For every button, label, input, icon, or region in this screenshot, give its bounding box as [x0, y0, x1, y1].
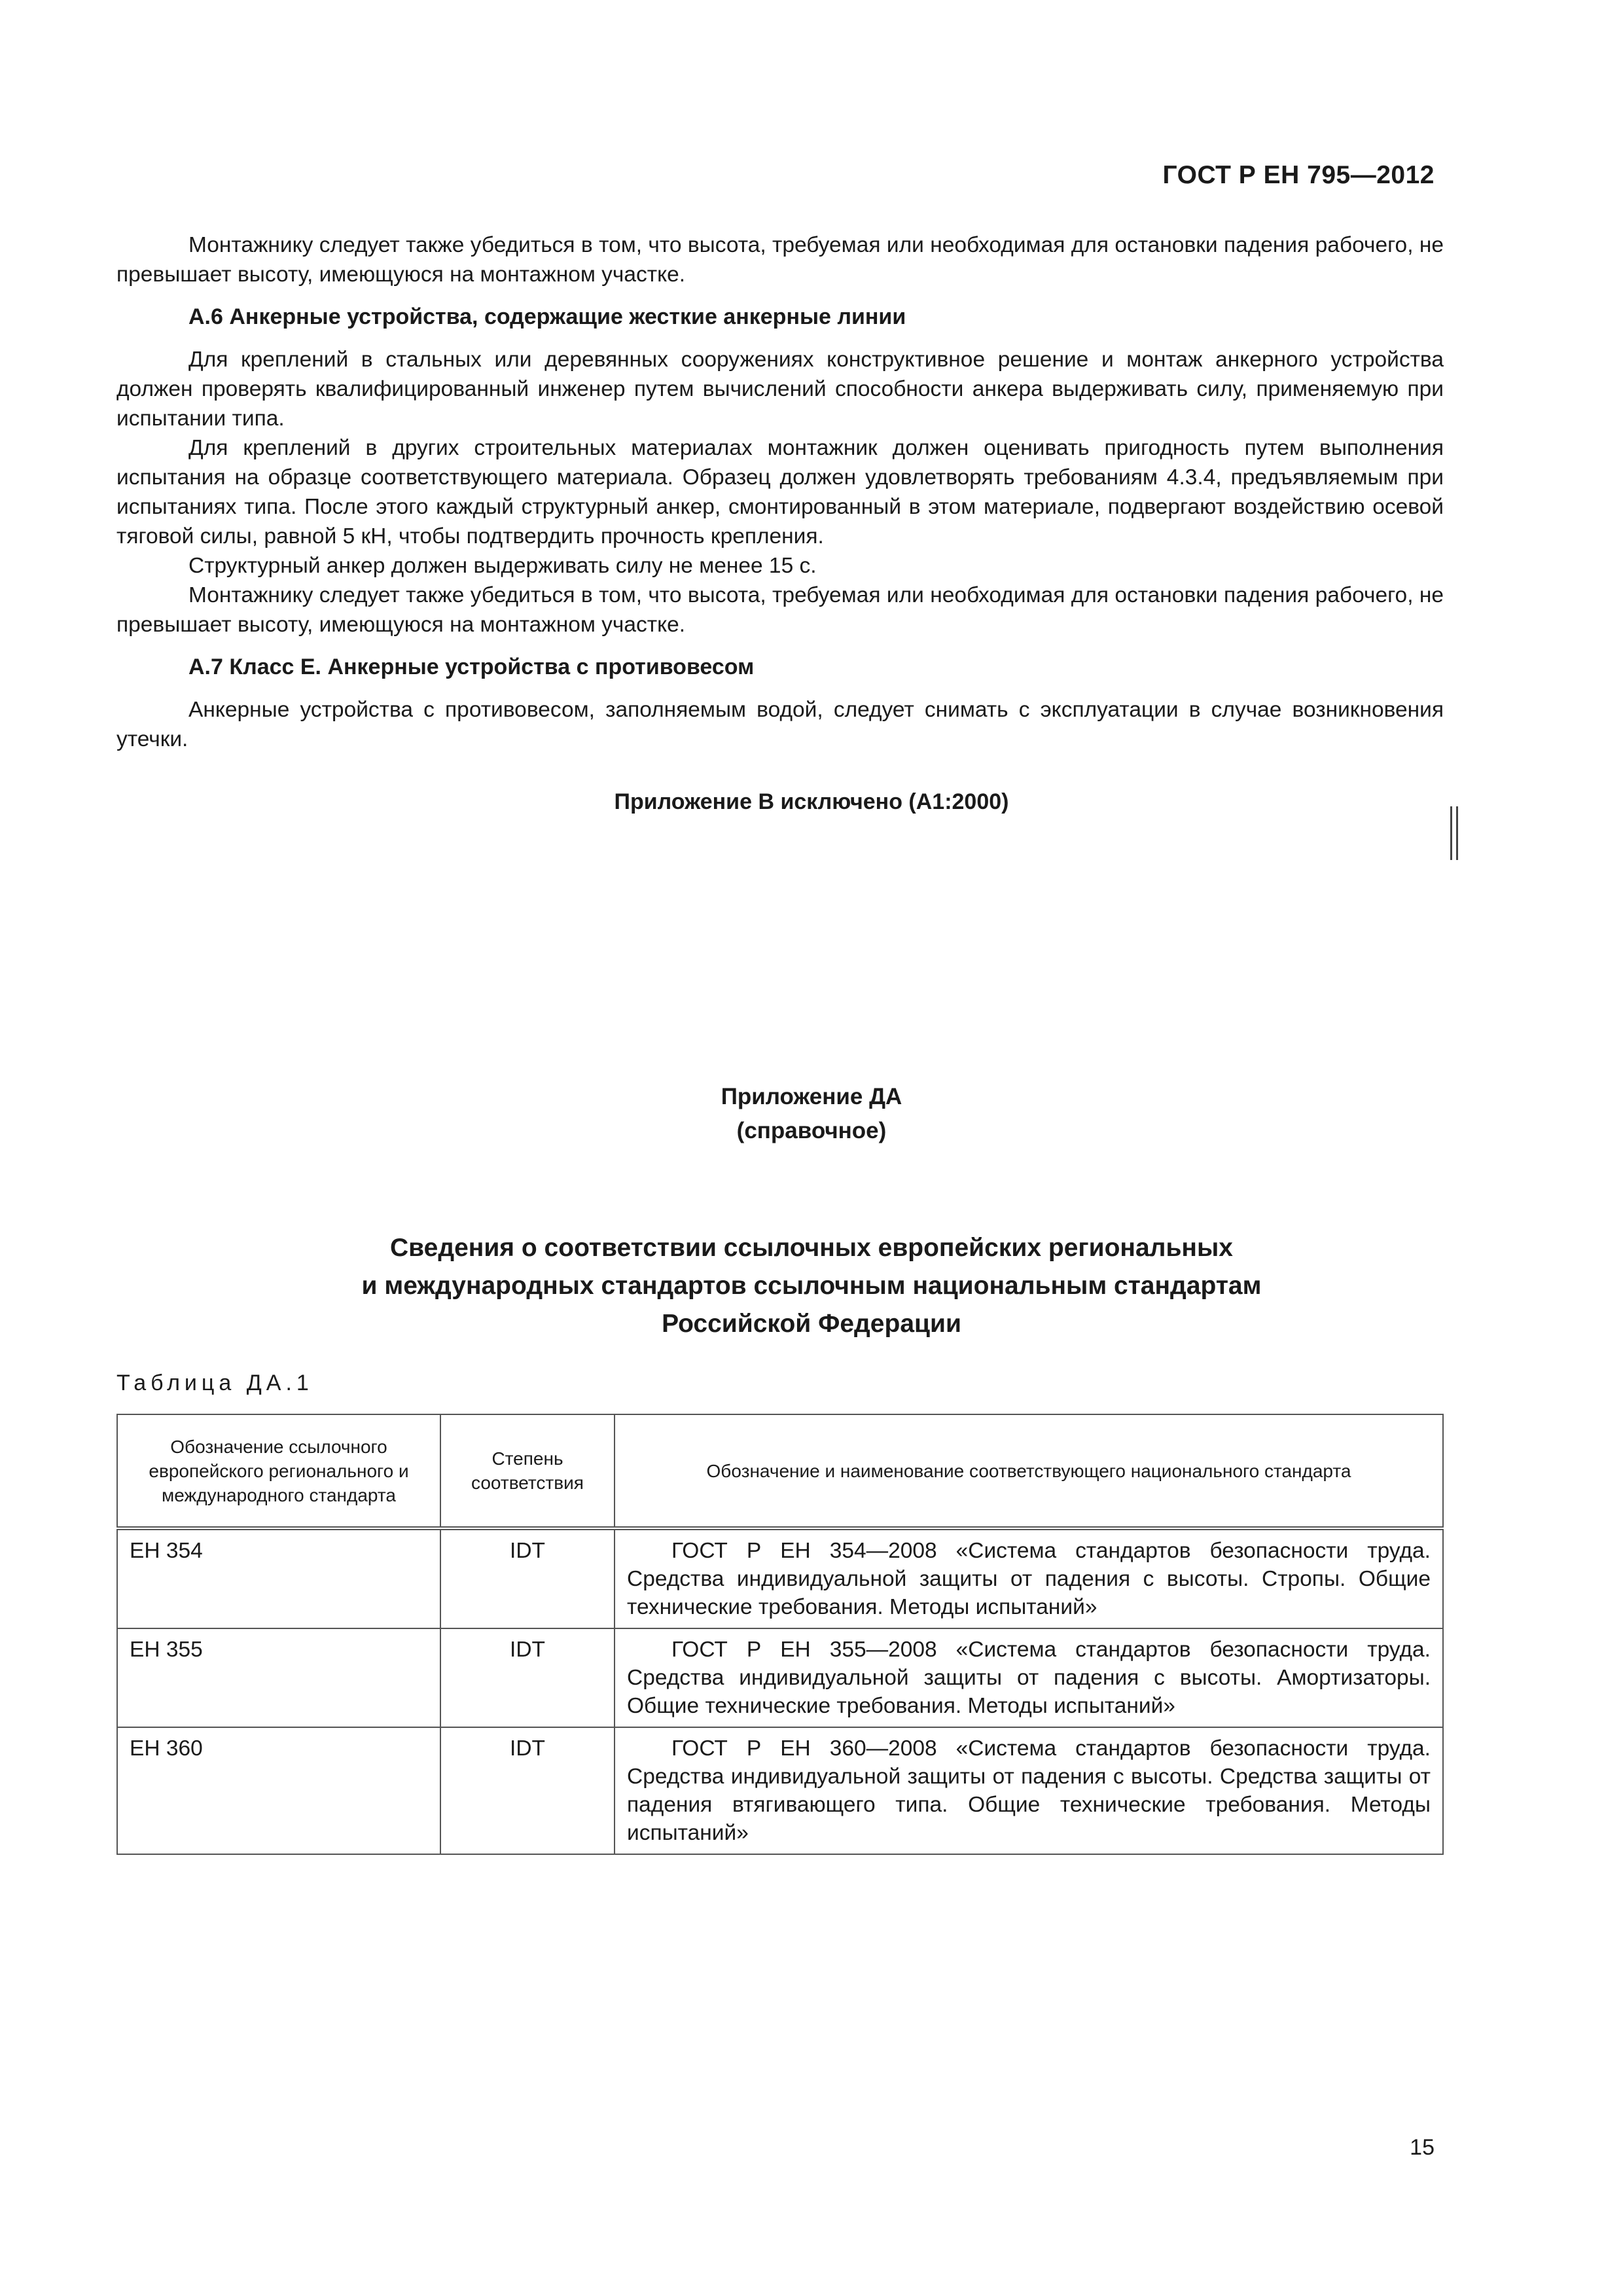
appendix-da-title	[0, 1229, 1623, 1343]
section-a6-paragraph-3: Структурный анкер должен выдерживать силу не менее 15 с.	[188, 554, 817, 578]
cell-degree: IDT	[440, 1628, 615, 1727]
body-text-block	[116, 230, 1444, 754]
header-designation: Обозначение ссылочного европейского регионального и международного стандарта	[117, 1414, 440, 1528]
cell-national	[615, 1528, 1443, 1628]
cell-designation: ЕН 360	[117, 1727, 440, 1854]
table-row	[117, 1528, 1443, 1628]
appendix-b-excluded-note: Приложение В исключено (А1:2000)	[614, 789, 1009, 814]
header-degree: Степень соответствия	[440, 1414, 615, 1528]
section-a6-paragraph-4: Монтажнику следует также убедиться в том, что высота, требуемая или необходимая для остановки падения рабочего, не превышает высоту, имеющуюся на монтажном участке.	[116, 583, 1444, 637]
table-row	[117, 1727, 1443, 1854]
cell-designation: ЕН 354	[117, 1528, 440, 1628]
cell-national	[615, 1727, 1443, 1854]
table-caption: Таблица ДА.1	[116, 1371, 313, 1395]
title-line-2: и международных стандартов ссылочным национальным стандартам	[361, 1272, 1262, 1300]
revision-change-bar	[1450, 806, 1458, 860]
appendix-da-label: Приложение ДА	[721, 1084, 902, 1109]
cell-national	[615, 1628, 1443, 1727]
section-a6-paragraph-1: Для креплений в стальных или деревянных сооружениях конструктивное решение и монтаж анкерного устройства должен проверять квалифицированный инженер путем вычислений способности анкера выдерживать силу, применяемую при испытании типа.	[116, 348, 1444, 431]
table-header-row	[117, 1414, 1443, 1528]
paragraph-installer-check-1: Монтажнику следует также убедиться в том, что высота, требуемая или необходимая для остановки падения рабочего, не превышает высоту, имеющуюся на монтажном участке.	[116, 233, 1444, 287]
title-line-3: Российской Федерации	[662, 1310, 961, 1338]
section-a6-heading: А.6 Анкерные устройства, содержащие жесткие анкерные линии	[188, 304, 906, 329]
cell-national-text: ГОСТ Р ЕН 355—2008 «Система стандартов безопасности труда. Средства индивидуальной защиты от падения с высоты. Амортизаторы. Общие технические требования. Методы испытаний»	[627, 1638, 1431, 1718]
cell-national-text: ГОСТ Р ЕН 354—2008 «Система стандартов безопасности труда. Средства индивидуальной защиты от падения с высоты. Стропы. Общие технические требования. Методы испытаний»	[627, 1539, 1431, 1619]
header-national-standard: Обозначение и наименование соответствующего национального стандарта	[615, 1414, 1443, 1528]
page-number: 15	[1410, 2135, 1435, 2160]
title-line-1: Сведения о соответствии ссылочных европейских региональных	[390, 1234, 1233, 1262]
appendix-da-header	[0, 1080, 1623, 1148]
section-a7-paragraph-1: Анкерные устройства с противовесом, заполняемым водой, следует снимать с эксплуатации в случае возникновения утечки.	[116, 698, 1444, 751]
cell-designation: ЕН 355	[117, 1628, 440, 1727]
section-a6-paragraph-2: Для креплений в других строительных материалах монтажник должен оценивать пригодность путем выполнения испытания на образце соответствующего материала. Образец должен удовлетворять требованиям 4.3.4, предъявляемым при испытаниях типа. После этого каждый структурный анкер, смонтированный в этом материале, подвергают воздействию осевой тяговой силы, равной 5 кН, чтобы подтвердить прочность крепления.	[116, 436, 1444, 548]
appendix-da-status: (справочное)	[736, 1118, 887, 1143]
document-code: ГОСТ Р ЕН 795—2012	[1162, 161, 1435, 189]
section-a7-heading: А.7 Класс Е. Анкерные устройства с противовесом	[188, 655, 755, 679]
table-row	[117, 1628, 1443, 1727]
standards-correspondence-table	[116, 1414, 1444, 1855]
cell-degree: IDT	[440, 1727, 615, 1854]
cell-national-text: ГОСТ Р ЕН 360—2008 «Система стандартов безопасности труда. Средства индивидуальной защиты от падения с высоты. Средства защиты от падения втягивающего типа. Общие технические требования. Методы испытаний»	[627, 1736, 1431, 1845]
cell-degree: IDT	[440, 1528, 615, 1628]
